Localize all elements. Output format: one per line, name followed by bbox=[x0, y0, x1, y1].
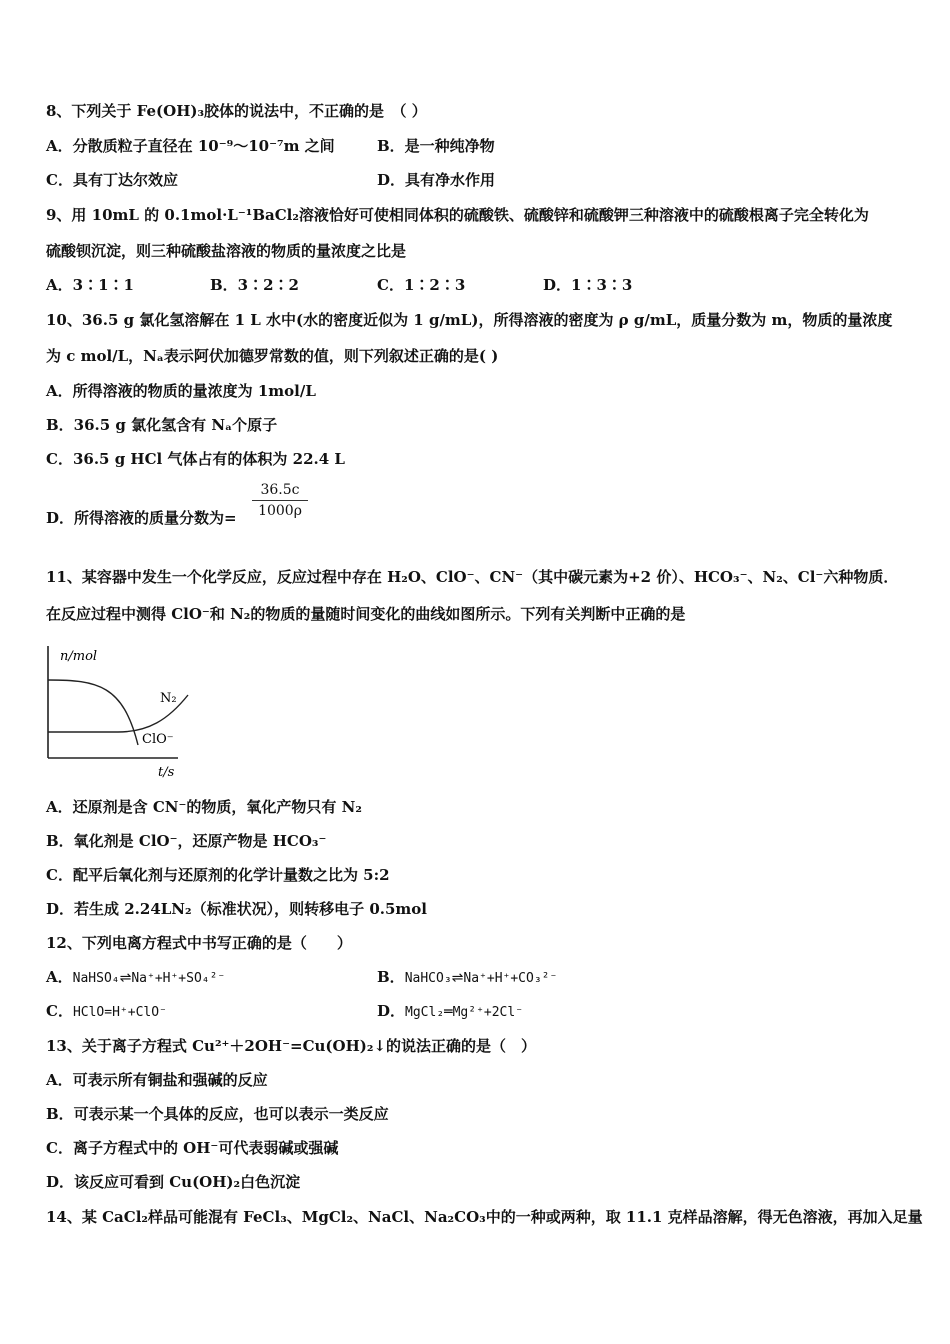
q12-option-c bbox=[46, 1001, 167, 1023]
equation-right: Na⁺+H⁺+CO₃²⁻ bbox=[463, 971, 558, 986]
q9-option-b: B．3∶2∶2 bbox=[210, 276, 299, 294]
q12-option-a bbox=[46, 967, 225, 989]
option-label: A． bbox=[46, 968, 73, 986]
q8-option-a: A．分散质粒子直径在 10⁻⁹～10⁻⁷m 之间 bbox=[46, 137, 335, 155]
q12-option-d bbox=[377, 1001, 523, 1023]
q10-stem-line1: 10、36.5 g 氯化氢溶解在 1 L 水中(水的密度近似为 1 g/mL)，所得溶液的密度为 ρ g/mL，质量分数为 m，物质的量浓度 bbox=[46, 311, 893, 329]
q11-graph bbox=[38, 640, 198, 780]
q9-stem-line1: 9、用 10mL 的 0.1mol·L⁻¹BaCl₂溶液恰好可使相同体积的硫酸铁、硫酸锌和硫酸钾三种溶液中的硫酸根离子完全转化为 bbox=[46, 206, 869, 224]
q8-option-d: D．具有净水作用 bbox=[377, 171, 496, 189]
reversible-arrow: ⇌ bbox=[119, 970, 132, 986]
q8-option-b: B．是一种纯净物 bbox=[377, 137, 495, 155]
q13-option-b: B．可表示某一个具体的反应，也可以表示一类反应 bbox=[46, 1105, 389, 1123]
q11-stem-line1: 11、某容器中发生一个化学反应，反应过程中存在 H₂O、ClO⁻、CN⁻（其中碳元素为+2 价）、HCO₃⁻、N₂、Cl⁻六种物质． bbox=[46, 568, 899, 586]
q8-stem: 8、下列关于 Fe(OH)₃胶体的说法中，不正确的是 （ ） bbox=[46, 102, 427, 120]
q10-option-d: D．所得溶液的质量分数为= bbox=[46, 509, 237, 527]
clo-curve bbox=[48, 680, 138, 745]
equation: HClO=H⁺+ClO⁻ bbox=[72, 1005, 167, 1020]
graph-y-label: n/mol bbox=[60, 649, 98, 664]
graph-clo-label: ClO⁻ bbox=[142, 732, 174, 747]
q10-stem-line2: 为 c mol/L，Nₐ表示阿伏加德罗常数的值，则下列叙述正确的是( ) bbox=[46, 347, 499, 365]
equation-left: NaHSO₄ bbox=[72, 971, 120, 986]
q14-stem: 14、某 CaCl₂样品可能混有 FeCl₃、MgCl₂、NaCl、Na₂CO₃中的一种或两种，取 11.1 克样品溶解，得无色溶液，再加入足量 bbox=[46, 1208, 923, 1226]
q9-option-c: C．1∶2∶3 bbox=[377, 276, 466, 294]
q13-option-c: C．离子方程式中的 OH⁻可代表弱碱或强碱 bbox=[46, 1139, 339, 1157]
option-label: D． bbox=[377, 1002, 406, 1020]
graph-n2-label: N₂ bbox=[160, 691, 177, 706]
fraction-denominator: 1000ρ bbox=[258, 503, 302, 519]
equation-left: MgCl₂ bbox=[405, 1005, 445, 1020]
q11-stem-line2: 在反应过程中测得 ClO⁻和 N₂的物质的量随时间变化的曲线如图所示。下列有关判断中正确的是 bbox=[46, 605, 686, 623]
q10-option-c: C．36.5 g HCl 气体占有的体积为 22.4 L bbox=[46, 450, 345, 468]
q9-option-a: A．3∶1∶1 bbox=[46, 276, 134, 294]
fraction-numerator: 36.5c bbox=[252, 482, 308, 501]
q11-option-b: B．氧化剂是 ClO⁻，还原产物是 HCO₃⁻ bbox=[46, 832, 327, 850]
q10-option-a: A．所得溶液的物质的量浓度为 1mol/L bbox=[46, 382, 316, 400]
option-label: C． bbox=[46, 1002, 73, 1020]
q10-fraction bbox=[252, 482, 308, 519]
q11-option-d: D．若生成 2.24LN₂（标准状况），则转移电子 0.5mol bbox=[46, 900, 427, 918]
equation-right: Na⁺+H⁺+SO₄²⁻ bbox=[131, 971, 226, 986]
q12-option-b bbox=[377, 967, 557, 989]
equals-arrow: ═ bbox=[444, 1004, 453, 1020]
q9-option-d: D．1∶3∶3 bbox=[543, 276, 633, 294]
q12-stem: 12、下列电离方程式中书写正确的是（ ） bbox=[46, 934, 352, 952]
q9-stem-line2: 硫酸钡沉淀，则三种硫酸盐溶液的物质的量浓度之比是 bbox=[46, 242, 407, 260]
q11-option-c: C．配平后氧化剂与还原剂的化学计量数之比为 5:2 bbox=[46, 866, 390, 884]
graph-x-label: t/s bbox=[158, 765, 175, 780]
equation-left: NaHCO₃ bbox=[404, 971, 452, 986]
q10-option-b: B．36.5 g 氯化氢含有 Nₐ个原子 bbox=[46, 416, 278, 434]
q13-option-d: D．该反应可看到 Cu(OH)₂白色沉淀 bbox=[46, 1173, 301, 1191]
reversible-arrow: ⇌ bbox=[451, 970, 464, 986]
q13-stem: 13、关于离子方程式 Cu²⁺＋2OH⁻=Cu(OH)₂↓的说法正确的是（ ） bbox=[46, 1037, 537, 1055]
q13-option-a: A．可表示所有铜盐和强碱的反应 bbox=[46, 1071, 268, 1089]
q8-option-c: C．具有丁达尔效应 bbox=[46, 171, 178, 189]
q11-option-a: A．还原剂是含 CN⁻的物质，氧化产物只有 N₂ bbox=[46, 798, 362, 816]
equation-right: Mg²⁺+2Cl⁻ bbox=[452, 1005, 524, 1020]
option-label: B． bbox=[377, 968, 405, 986]
